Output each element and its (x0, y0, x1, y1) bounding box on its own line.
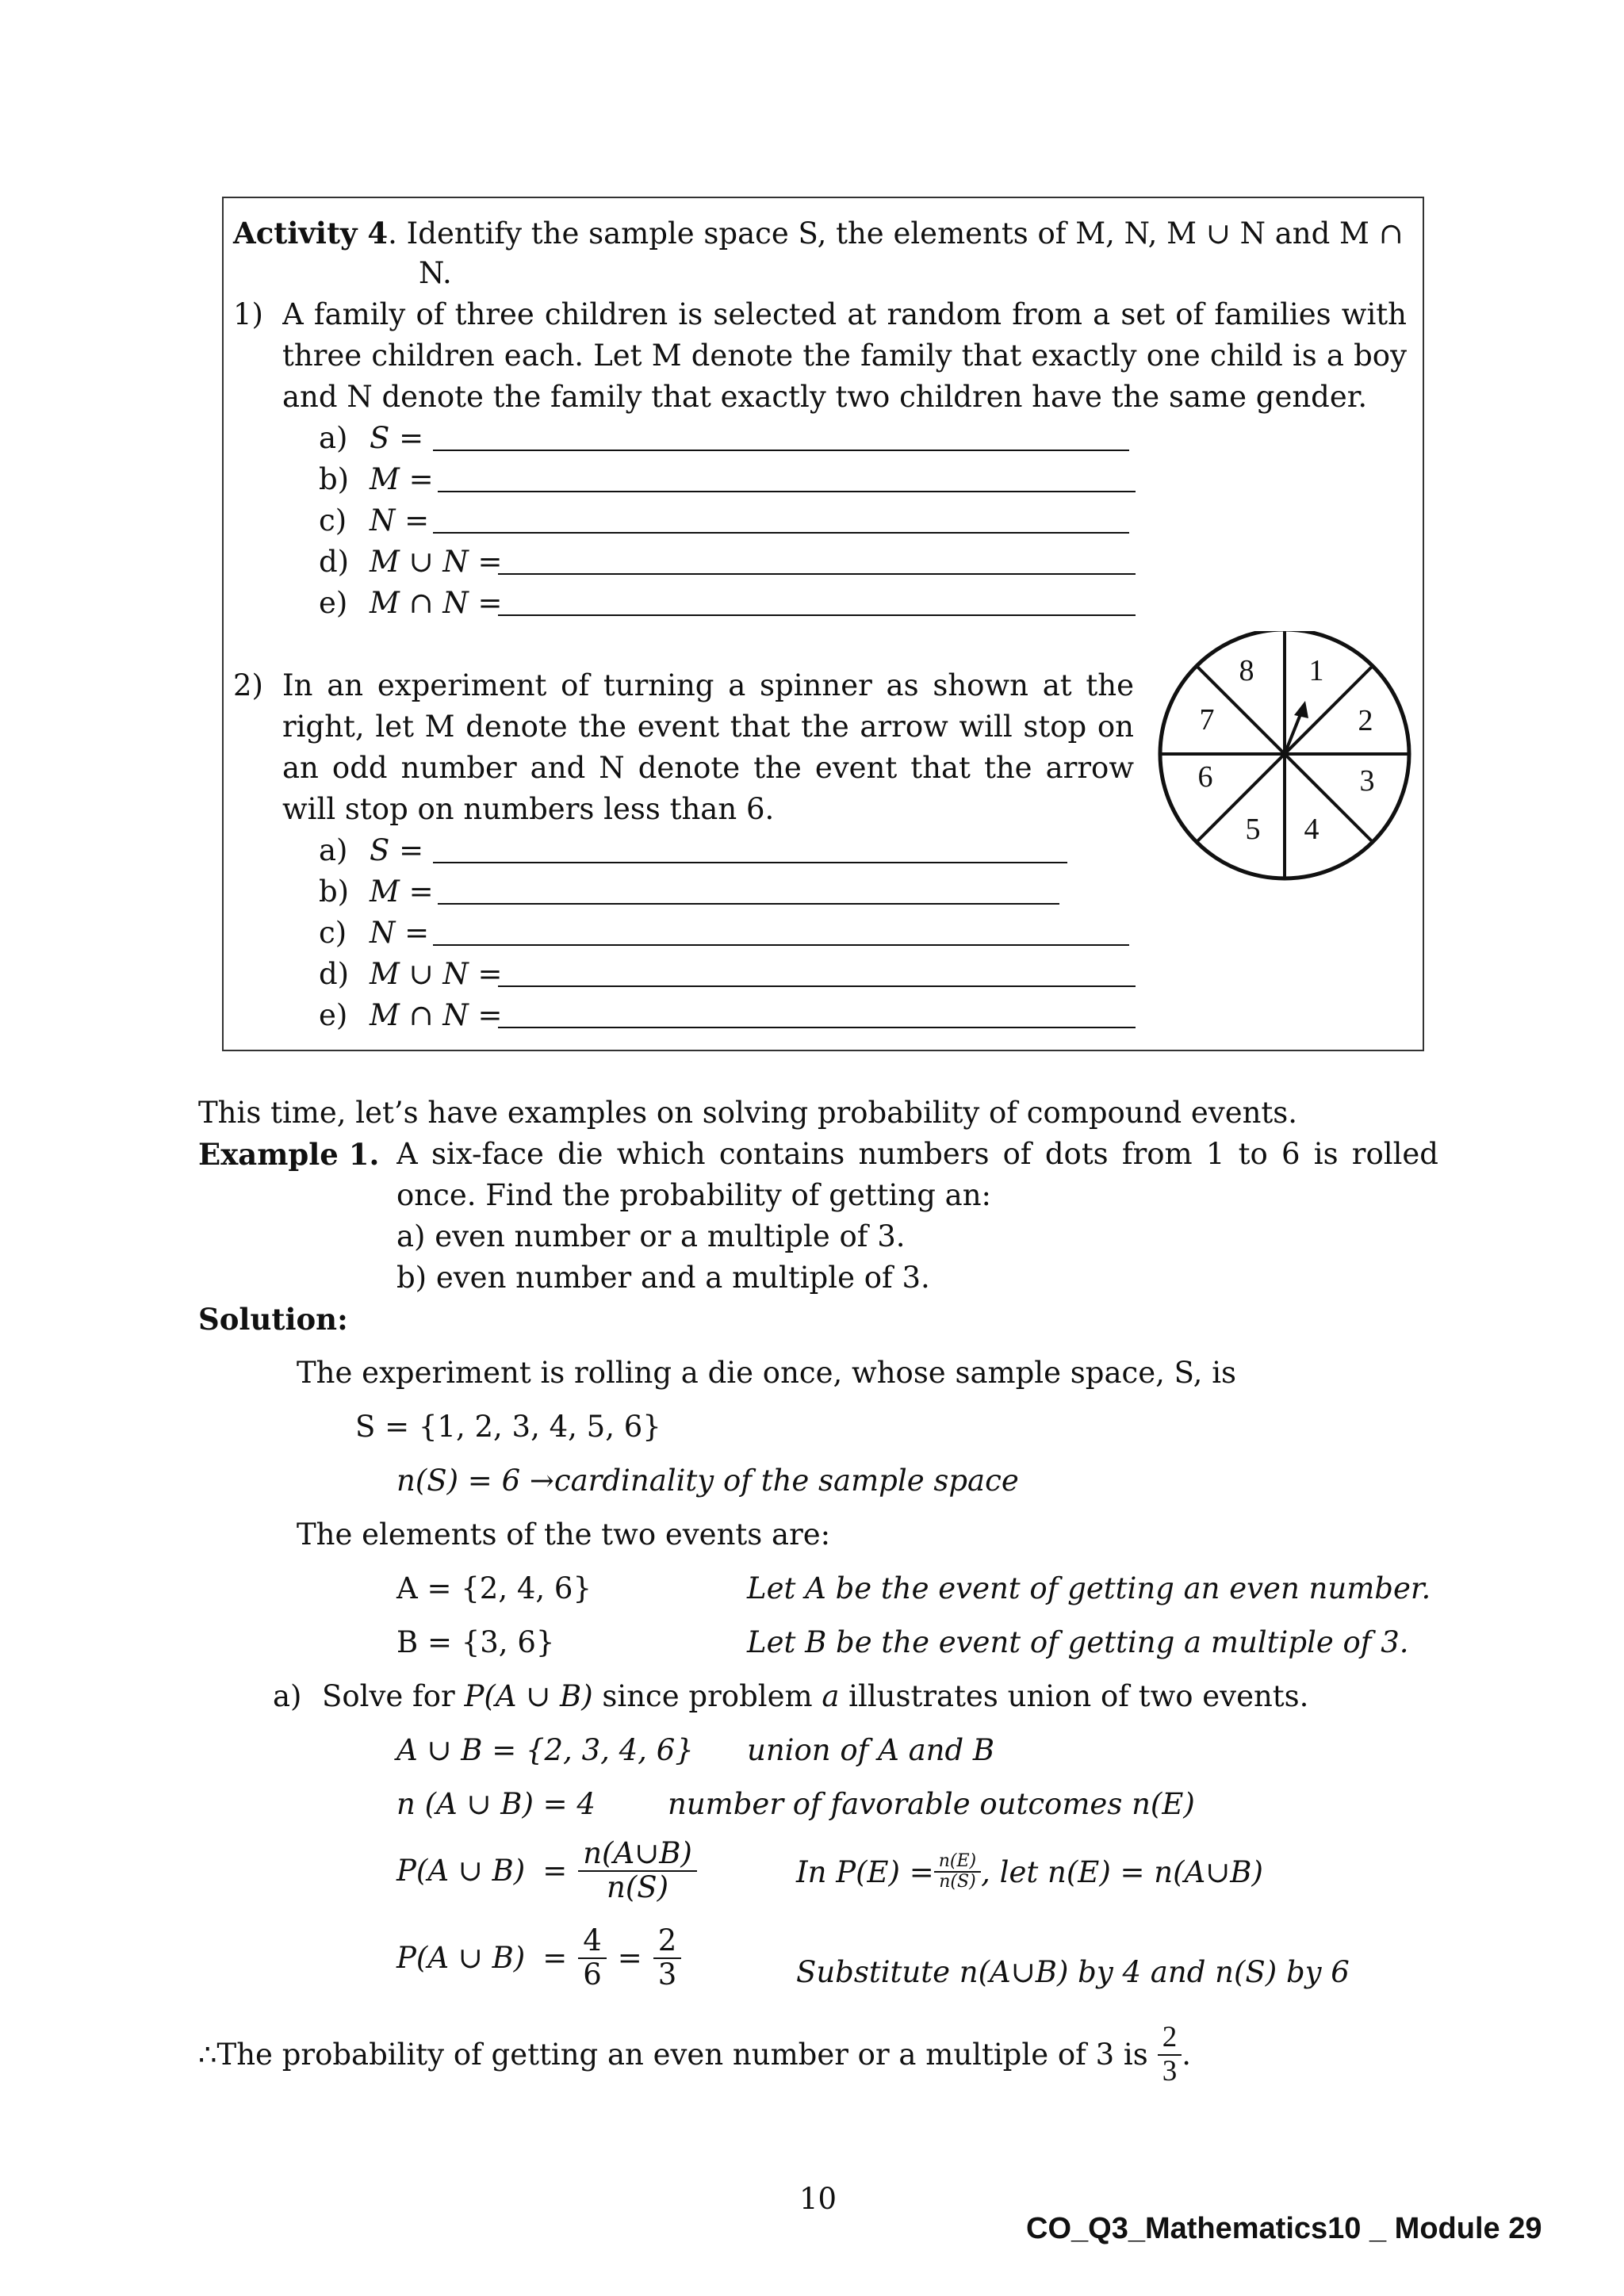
q2-answer-line-c[interactable] (433, 944, 1129, 946)
arrow-icon: → (529, 1464, 554, 1498)
q2-blank-d-letter: d) (319, 957, 350, 991)
conclusion-text: ∴The probability of getting an even number or a multiple of 3 is (198, 2038, 1148, 2072)
sample-space: S = {1, 2, 3, 4, 5, 6} (355, 1410, 661, 1444)
q1-blank-e-letter: e) (319, 586, 348, 620)
formula-pre: In P(E) = (796, 1854, 934, 1889)
q2-blank-b-letter: b) (319, 874, 350, 909)
spinner-number-2: 2 (1358, 704, 1373, 737)
union-count-note: number of favorable outcomes n(E) (668, 1787, 1195, 1821)
q1-answer-line-a[interactable] (433, 450, 1129, 451)
q1-line-3: and N denote the family that exactly two children have the same gender. (282, 380, 1368, 414)
q2-line-2: right, let M denote the event that the arrow will stop on (282, 710, 1134, 744)
value-num: 4 (578, 1925, 607, 1959)
formula-post: , let n(E) = n(A∪B) (981, 1854, 1263, 1889)
example-line-2: once. Find the probability of getting an: (396, 1178, 992, 1212)
formula-den: n(S) (939, 1872, 976, 1892)
spinner-figure (1151, 631, 1418, 897)
q2-blank-a-label: S = (370, 833, 424, 867)
solution-label: Solution: (198, 1302, 348, 1337)
q1-blank-b-letter: b) (319, 462, 350, 496)
equals-sign: = (542, 1854, 568, 1888)
p-fraction (578, 1838, 697, 1904)
p-label: P(A ∪ B) (396, 1854, 526, 1888)
activity-heading (233, 216, 1404, 251)
spinner-number-3: 3 (1359, 764, 1375, 798)
conclusion (198, 2022, 1191, 2087)
conclusion-fraction (1158, 2022, 1182, 2087)
q1-line-2: three children each. Let M denote the family that exactly one child is a boy (282, 339, 1407, 373)
simplified-num: 2 (653, 1925, 682, 1959)
part-a-post: illustrates union of two events. (839, 1679, 1309, 1713)
q1-blank-e-label: M ∩ N = (370, 586, 503, 620)
part-a-var: a (822, 1679, 840, 1713)
activity-label: Activity 4 (233, 216, 389, 251)
q1-blank-d-label: M ∪ N = (370, 545, 503, 579)
q1-blank-c-label: N = (370, 503, 430, 538)
q1-blank-a-letter: a) (319, 421, 348, 455)
q2-blank-c-letter: c) (319, 916, 347, 950)
q2-blank-e-label: M ∩ N = (370, 998, 503, 1032)
example-part-b: b) even number and a multiple of 3. (396, 1261, 930, 1295)
union-set: A ∪ B = {2, 3, 4, 6} (396, 1733, 694, 1767)
equals-sign-2: = (542, 1941, 568, 1976)
spinner-number-7: 7 (1199, 703, 1215, 737)
value-den: 6 (583, 1957, 602, 1992)
spinner-number-5: 5 (1245, 813, 1261, 846)
q1-answer-line-d[interactable] (498, 573, 1136, 575)
q1-blank-b-label: M = (370, 462, 434, 496)
set-b-note: Let B be the event of getting a multiple of 3. (747, 1625, 1409, 1659)
spinner-number-4: 4 (1304, 813, 1320, 846)
q2-blank-e-letter: e) (319, 998, 348, 1032)
q2-answer-line-b[interactable] (438, 903, 1059, 905)
q2-blank-d-label: M ∪ N = (370, 957, 503, 991)
set-a: A = {2, 4, 6} (396, 1571, 592, 1605)
spinner-arrow-head (1294, 701, 1308, 718)
example-part-a: a) even number or a multiple of 3. (396, 1219, 906, 1253)
q1-blank-d-letter: d) (319, 545, 350, 579)
part-a-letter: a) (273, 1679, 302, 1713)
q2-answer-line-e[interactable] (498, 1027, 1136, 1028)
general-formula (796, 1852, 1263, 1892)
q2-line-3: an odd number and N denote the event that the arrow (282, 751, 1134, 785)
q1-answer-line-e[interactable] (498, 614, 1136, 616)
part-a-pre: Solve for (322, 1679, 465, 1713)
cardinality-line (396, 1464, 1019, 1498)
part-a-instruction (322, 1679, 1308, 1713)
value-fraction (578, 1925, 607, 1991)
p-label-2: P(A ∪ B) (396, 1941, 526, 1976)
solution-line-4: The elements of the two events are: (297, 1517, 831, 1552)
spinner-number-1: 1 (1308, 654, 1324, 687)
q2-line-1: In an experiment of turning a spinner as shown at the (282, 668, 1134, 702)
set-a-note: Let A be the event of getting an even number. (747, 1571, 1431, 1605)
q1-line-1: A family of three children is selected at random from a set of families with (282, 297, 1407, 331)
activity-intro-cont: N. (419, 256, 452, 290)
solution-line-1: The experiment is rolling a die once, whose sample space, S, is (297, 1356, 1237, 1390)
q1-number: 1) (233, 297, 263, 331)
q2-answer-line-d[interactable] (498, 985, 1136, 987)
module-footer: CO_Q3_Mathematics10 _ Module 29 (1026, 2212, 1542, 2245)
q2-answer-line-a[interactable] (433, 862, 1067, 863)
union-count: n (A ∪ B) = 4 (396, 1787, 596, 1821)
part-a-expr: P(A ∪ B) (464, 1679, 593, 1713)
cardinality-note: cardinality of the sample space (553, 1464, 1019, 1498)
cardinality-expr: n(S) = 6 (396, 1464, 530, 1498)
q1-blank-a-label: S = (370, 421, 424, 455)
example-line-1: A six-face die which contains numbers of dots from 1 to 6 is rolled (396, 1137, 1438, 1171)
q2-blank-c-label: N = (370, 916, 430, 950)
probability-formula (396, 1838, 697, 1904)
q2-blank-a-letter: a) (319, 833, 348, 867)
formula-num: n(E) (934, 1852, 981, 1873)
q2-number: 2) (233, 668, 263, 702)
q2-blank-b-label: M = (370, 874, 434, 909)
p-fraction-num: n(A∪B) (578, 1838, 697, 1872)
page-number: 10 (799, 2182, 837, 2216)
q1-blank-c-letter: c) (319, 503, 347, 538)
simplified-fraction (653, 1925, 682, 1991)
q2-line-4: will stop on numbers less than 6. (282, 792, 775, 826)
intro-text: This time, let’s have examples on solving probability of compound events. (198, 1096, 1298, 1130)
spinner-number-6: 6 (1197, 760, 1213, 794)
conclusion-period: . (1182, 2038, 1191, 2072)
union-note: union of A and B (747, 1733, 995, 1767)
equals-sign-3: = (617, 1941, 642, 1976)
conclusion-den: 3 (1162, 2054, 1178, 2087)
q1-answer-line-b[interactable] (438, 491, 1136, 492)
example-label: Example 1. (198, 1137, 380, 1172)
formula-fraction (934, 1852, 981, 1892)
set-b: B = {3, 6} (396, 1625, 555, 1659)
part-a-mid: since problem (592, 1679, 822, 1713)
probability-value (396, 1925, 681, 1991)
substitute-note: Substitute n(A∪B) by 4 and n(S) by 6 (796, 1955, 1350, 1989)
activity-intro: . Identify the sample space S, the elements of M, N, M ∪ N and M ∩ (388, 216, 1404, 251)
p-fraction-den: n(S) (607, 1869, 669, 1904)
spinner-number-8: 8 (1239, 654, 1254, 687)
conclusion-num: 2 (1158, 2022, 1182, 2056)
q1-answer-line-c[interactable] (433, 532, 1129, 534)
simplified-den: 3 (657, 1957, 677, 1992)
